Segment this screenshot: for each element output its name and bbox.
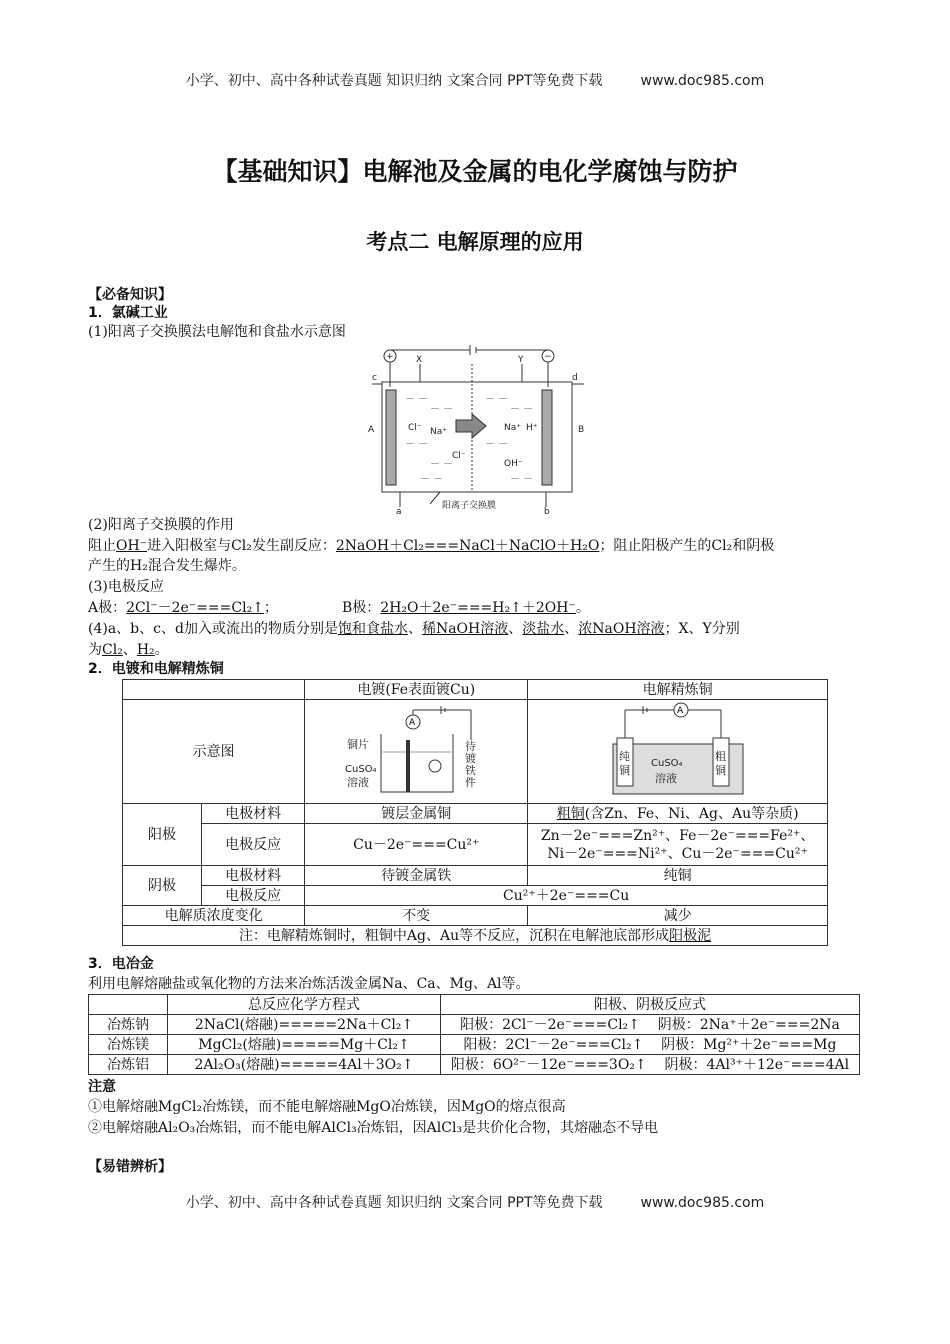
svg-text:－ －: － － xyxy=(405,394,429,405)
svg-text:－ －: － － xyxy=(485,439,509,450)
plating-iron-2: 镀 xyxy=(465,752,477,765)
anode-material-refining: 粗铜(含Zn、Fe、Ni、Ag、Au等杂质) xyxy=(528,804,828,824)
diagram-b-electrode: B xyxy=(578,425,585,435)
anode-label: 阳极 xyxy=(123,804,202,866)
row-na-name: 冶炼钠 xyxy=(89,1015,168,1035)
anode-reaction-refining: Zn－2e⁻===Zn²⁺、Fe－2e⁻===Fe²⁺、 Ni－2e⁻===Ni²⁺、Cu－2e⁻===Cu²⁺ xyxy=(528,824,828,866)
metallurgy-col1: 总反应化学方程式 xyxy=(168,995,441,1015)
plating-cuso4: CuSO₄ xyxy=(345,764,377,775)
s3-intro: 利用电解熔融盐或氧化物的方法来冶炼活泼金属Na、Ca、Mg、Al等。 xyxy=(88,976,530,992)
svg-text:－ －: － － xyxy=(510,404,534,415)
row-mg-electrodes: 阳极：2Cl⁻－2e⁻===Cl₂↑ 阴极：Mg²⁺＋2e⁻===Mg xyxy=(441,1035,860,1055)
diagram-ion-na-right: Na⁺ xyxy=(504,423,521,433)
s1-item4-line2: 为Cl₂、H₂。 xyxy=(88,642,169,658)
anode-reaction-label: 电极反应 xyxy=(202,824,305,866)
diagram-minus: − xyxy=(544,352,552,362)
cathode-label: 阴极 xyxy=(123,866,202,906)
footer-site[interactable]: www.doc985.com xyxy=(640,1195,765,1211)
page-header xyxy=(0,70,950,90)
s1-item2-line2: 产生的H₂混合发生爆炸。 xyxy=(88,558,246,574)
s1-item3: (3)电极反应 xyxy=(88,579,164,595)
anode-reaction-plating: Cu－2e⁻===Cu²⁺ xyxy=(305,824,528,866)
error-label: 【易错辨析】 xyxy=(88,1159,172,1175)
diagram-a-inlet: a xyxy=(396,507,402,517)
refining-diagram xyxy=(603,700,753,798)
cathode-material-label: 电极材料 xyxy=(202,866,305,886)
row-al-electrodes: 阳极：6O²⁻－12e⁻===3O₂↑ 阴极：4Al³⁺＋12e⁻===4Al xyxy=(441,1055,860,1075)
section-label: 【必备知识】 xyxy=(88,287,172,303)
diagram-y: Y xyxy=(518,355,524,365)
plating-table xyxy=(122,679,828,946)
diagram-row-label: 示意图 xyxy=(123,700,305,804)
diagram-c: c xyxy=(372,373,377,383)
refining-crude-2: 铜 xyxy=(714,764,726,777)
cathode-material-plating: 待镀金属铁 xyxy=(305,866,528,886)
row-al-name: 冶炼铝 xyxy=(89,1055,168,1075)
diagram-ion-na-left: Na⁺ xyxy=(430,427,447,437)
cathode-material-refining: 纯铜 xyxy=(528,866,828,886)
plating-diagram xyxy=(341,700,491,798)
plating-col: 电镀(Fe表面镀Cu) xyxy=(305,680,528,700)
s2-heading: 2．电镀和电解精炼铜 xyxy=(88,661,224,677)
row-al-total: 2Al₂O₃(熔融)=====4Al＋3O₂↑ xyxy=(168,1055,441,1075)
refining-cuso4: CuSO₄ xyxy=(650,758,683,769)
s1-item3-b: B极：2H₂O＋2e⁻===H₂↑＋2OH⁻。 xyxy=(342,600,590,616)
s1-item1: (1)阳离子交换膜法电解饱和食盐水示意图 xyxy=(88,324,346,340)
svg-text:－ －: － － xyxy=(510,474,534,485)
row-na-total: 2NaCl(熔融)=====2Na＋Cl₂↑ xyxy=(168,1015,441,1035)
s1-item2-text: 阻止OH⁻进入阳极室与Cl₂发生副反应：2NaOH＋Cl₂===NaCl＋NaClO＋H₂O；阻止阳极产生的Cl₂和阴极 xyxy=(88,538,775,554)
refining-crude-1: 粗 xyxy=(714,750,726,763)
refining-ammeter: A xyxy=(676,706,683,716)
chlor-alkali-diagram xyxy=(360,342,600,517)
refining-diagram-cell xyxy=(528,700,828,804)
plating-note: 注：电解精炼铜时，粗铜中Ag、Au等不反应，沉积在电解池底部形成阳极泥 xyxy=(123,926,828,946)
diagram-membrane-label: 阳离子交换膜 xyxy=(442,501,497,511)
electrolyte-label: 电解质浓度变化 xyxy=(123,906,305,926)
header-site[interactable]: www.doc985.com xyxy=(640,73,765,89)
electrolyte-refining: 减少 xyxy=(528,906,828,926)
metallurgy-col2: 阳极、阴极反应式 xyxy=(441,995,860,1015)
metallurgy-table xyxy=(88,994,860,1075)
s1-heading: 1．氯碱工业 xyxy=(88,305,168,321)
refining-pure-1: 纯 xyxy=(618,750,630,763)
diagram-ion-cl-2: Cl⁻ xyxy=(452,451,466,461)
s1-item4: (4)a、b、c、d加入或流出的物质分别是饱和食盐水、稀NaOH溶液、淡盐水、浓NaOH溶液；X、Y分别 xyxy=(88,621,740,637)
footer-text: 小学、初中、高中各种试卷真题 知识归纳 文案合同 PPT等免费下载 xyxy=(185,1195,603,1211)
s3-note1: ①电解熔融MgCl₂冶炼镁，而不能电解熔融MgO冶炼镁，因MgO的熔点很高 xyxy=(88,1099,566,1115)
diagram-b-inlet: b xyxy=(544,507,550,517)
s3-note2: ②电解熔融Al₂O₃冶炼铝，而不能电解AlCl₃冶炼铝，因AlCl₃是共价化合物，其熔融态不导电 xyxy=(88,1120,659,1136)
diagram-x: X xyxy=(416,355,423,365)
diagram-ion-oh: OH⁻ xyxy=(504,459,523,469)
anode-material-plating: 镀层金属铜 xyxy=(305,804,528,824)
plating-copper: 铜片 xyxy=(347,738,370,751)
diagram-a-electrode: A xyxy=(368,425,375,435)
diagram-d: d xyxy=(572,373,578,383)
anode-material-label: 电极材料 xyxy=(202,804,305,824)
row-mg-total: MgCl₂(熔融)=====Mg＋Cl₂↑ xyxy=(168,1035,441,1055)
svg-text:－ －: － － xyxy=(420,474,444,485)
plating-diagram-cell xyxy=(305,700,528,804)
plating-iron-1: 待 xyxy=(465,740,477,753)
row-na-electrodes: 阳极：2Cl⁻－2e⁻===Cl₂↑ 阴极：2Na⁺＋2e⁻===2Na xyxy=(441,1015,860,1035)
cathode-reaction: Cu²⁺＋2e⁻===Cu xyxy=(305,886,828,906)
plating-iron-4: 件 xyxy=(465,776,477,789)
diagram-ion-h: H⁺ xyxy=(526,423,538,433)
row-mg-name: 冶炼镁 xyxy=(89,1035,168,1055)
svg-text:－ －: － － xyxy=(430,459,454,470)
svg-text:－ －: － － xyxy=(430,404,454,415)
plating-ammeter: A xyxy=(409,718,416,728)
s3-heading: 3．电冶金 xyxy=(88,956,154,972)
s1-item3-a: A极：2Cl⁻－2e⁻===Cl₂↑； xyxy=(88,600,278,616)
plating-iron-3: 铁 xyxy=(465,764,477,777)
refining-col: 电解精炼铜 xyxy=(528,680,828,700)
s1-item2: (2)阳离子交换膜的作用 xyxy=(88,517,234,533)
header-text: 小学、初中、高中各种试卷真题 知识归纳 文案合同 PPT等免费下载 xyxy=(185,73,603,89)
plating-solution: 溶液 xyxy=(347,776,370,789)
svg-text:－ －: － － xyxy=(485,394,509,405)
electrolyte-plating: 不变 xyxy=(305,906,528,926)
s3-note-title: 注意 xyxy=(88,1079,116,1095)
refining-pure-2: 铜 xyxy=(618,764,630,777)
refining-solution: 溶液 xyxy=(654,772,677,785)
diagram-ion-cl: Cl⁻ xyxy=(408,423,422,433)
page-footer xyxy=(0,1192,950,1212)
diagram-plus: + xyxy=(386,352,394,362)
page-subtitle: 考点二 电解原理的应用 xyxy=(366,230,584,254)
svg-text:－ －: － － xyxy=(405,439,429,450)
page-title: 【基础知识】电解池及金属的电化学腐蚀与防护 xyxy=(212,157,738,186)
cathode-reaction-label: 电极反应 xyxy=(202,886,305,906)
